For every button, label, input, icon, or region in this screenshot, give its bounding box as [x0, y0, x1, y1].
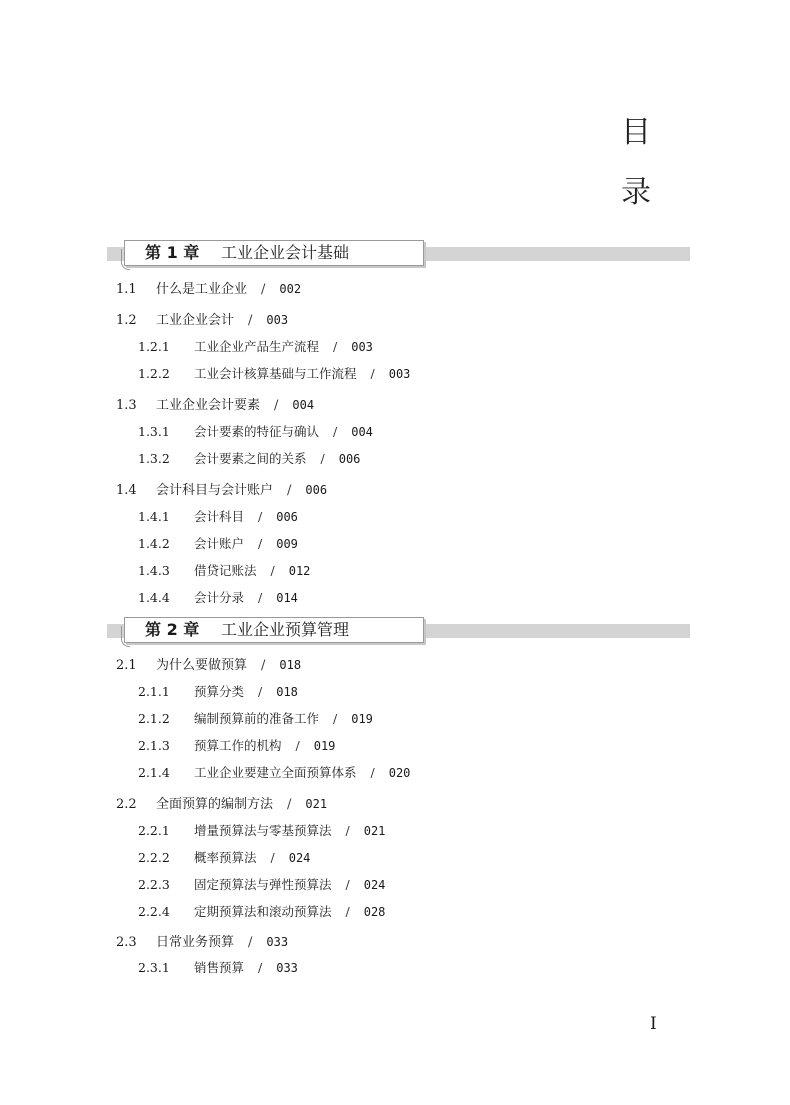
- toc-entry-1-3[interactable]: [116, 396, 314, 415]
- separator: /: [274, 398, 279, 413]
- section-number: 2.3: [116, 935, 137, 950]
- toc-entry-1-1[interactable]: [116, 280, 301, 299]
- toc-entry-2-1[interactable]: [116, 656, 301, 675]
- section-title: 日常业务预算: [156, 935, 235, 950]
- toc-entry-2-1-4[interactable]: [138, 764, 410, 782]
- section-title: 会计科目与会计账户: [156, 483, 274, 498]
- separator: /: [287, 483, 292, 498]
- page-ref: 009: [276, 537, 298, 551]
- section-title: 全面预算的编制方法: [156, 797, 274, 812]
- page-ref: 019: [313, 739, 336, 753]
- section-title: 借贷记账法: [194, 563, 257, 578]
- section-title: 工业企业会计要素: [156, 398, 261, 413]
- separator: /: [270, 850, 275, 865]
- toc-entry-1-2-1[interactable]: [138, 338, 373, 356]
- section-title: 定期预算法和滚动预算法: [194, 904, 332, 919]
- section-title: 什么是工业企业: [156, 282, 248, 297]
- toc-entry-1-4-3[interactable]: [138, 562, 310, 580]
- page-number: I: [650, 1014, 657, 1034]
- chapter-number: 第 2 章: [145, 620, 200, 639]
- page-ref: 018: [279, 658, 302, 672]
- section-number: 1.4.2: [138, 536, 170, 551]
- separator: /: [370, 765, 375, 780]
- separator: /: [370, 366, 375, 381]
- page-ref: 006: [276, 510, 298, 524]
- section-number: 1.4: [116, 483, 137, 498]
- section-number: 2.1.2: [138, 711, 170, 726]
- section-title: 预算分类: [194, 684, 245, 699]
- section-number: 2.1.1: [138, 684, 170, 699]
- section-title: 概率预算法: [194, 850, 257, 865]
- section-title: 编制预算前的准备工作: [194, 711, 320, 726]
- toc-title-char-1: 目: [621, 115, 651, 150]
- separator: /: [258, 509, 263, 524]
- section-title: 销售预算: [194, 960, 245, 975]
- page-ref: 024: [363, 878, 386, 892]
- separator: /: [345, 877, 350, 892]
- section-number: 1.4.3: [138, 563, 170, 578]
- separator: /: [258, 960, 263, 975]
- toc-entry-2-2-1[interactable]: [138, 822, 385, 840]
- toc-title-char-2: 录: [621, 175, 651, 210]
- section-number: 1.3.2: [138, 451, 170, 466]
- page-ref: 003: [351, 340, 373, 354]
- page-ref: 021: [363, 824, 386, 838]
- section-number: 1.2: [116, 313, 137, 328]
- toc-entry-1-4-4[interactable]: [138, 589, 298, 607]
- section-title: 增量预算法与零基预算法: [194, 823, 332, 838]
- toc-entry-1-4-1[interactable]: [138, 508, 298, 526]
- separator: /: [258, 684, 263, 699]
- section-title: 会计要素之间的关系: [194, 451, 307, 466]
- section-title: 为什么要做预算: [156, 658, 248, 673]
- chapter-title: 工业企业会计基础: [221, 243, 350, 262]
- separator: /: [333, 711, 338, 726]
- page-ref: 003: [266, 313, 289, 327]
- section-title: 会计账户: [194, 536, 245, 551]
- toc-entry-1-3-1[interactable]: [138, 423, 373, 441]
- separator: /: [345, 823, 350, 838]
- toc-entry-2-2[interactable]: [116, 795, 327, 814]
- toc-entry-2-2-4[interactable]: [138, 903, 385, 921]
- section-title: 工业企业会计: [156, 313, 235, 328]
- toc-entry-2-1-1[interactable]: [138, 683, 298, 701]
- page-ref: 020: [388, 766, 411, 780]
- toc-entry-2-3[interactable]: [116, 933, 288, 952]
- separator: /: [261, 282, 266, 297]
- section-number: 1.2.2: [138, 366, 170, 381]
- toc-entry-2-2-3[interactable]: [138, 876, 385, 894]
- chapter-2-heading[interactable]: [124, 617, 424, 643]
- separator: /: [258, 536, 263, 551]
- toc-entry-2-1-3[interactable]: [138, 737, 335, 755]
- page-ref: 014: [276, 591, 298, 605]
- toc-entry-1-3-2[interactable]: [138, 450, 360, 468]
- toc-entry-1-4-2[interactable]: [138, 535, 298, 553]
- separator: /: [270, 563, 275, 578]
- page-ref: 006: [305, 483, 328, 497]
- separator: /: [248, 313, 253, 328]
- section-number: 1.1: [116, 282, 137, 297]
- page-ref: 002: [279, 282, 302, 296]
- section-number: 2.1: [116, 658, 137, 673]
- section-title: 会计要素的特征与确认: [194, 424, 320, 439]
- section-title: 工业企业产品生产流程: [194, 339, 320, 354]
- page-ref: 018: [276, 685, 298, 699]
- section-title: 会计科目: [194, 509, 245, 524]
- section-number: 2.3.1: [138, 960, 170, 975]
- separator: /: [333, 424, 338, 439]
- toc-entry-1-2-2[interactable]: [138, 365, 410, 383]
- page-ref: 003: [388, 367, 411, 381]
- separator: /: [248, 935, 253, 950]
- section-number: 1.3: [116, 398, 137, 413]
- section-number: 2.2: [116, 797, 137, 812]
- section-title: 固定预算法与弹性预算法: [194, 877, 332, 892]
- section-number: 2.2.2: [138, 850, 170, 865]
- chapter-1-heading[interactable]: [124, 240, 424, 266]
- toc-entry-1-2[interactable]: [116, 311, 288, 330]
- toc-entry-2-3-1[interactable]: [138, 959, 298, 977]
- page-ref: 033: [276, 961, 298, 975]
- separator: /: [258, 590, 263, 605]
- toc-entry-1-4[interactable]: [116, 481, 327, 500]
- separator: /: [320, 451, 325, 466]
- section-number: 1.3.1: [138, 424, 170, 439]
- page-ref: 004: [351, 425, 373, 439]
- separator: /: [345, 904, 350, 919]
- page-ref: 021: [305, 797, 328, 811]
- page-ref: 006: [338, 452, 361, 466]
- section-number: 2.1.3: [138, 738, 170, 753]
- page-ref: 004: [292, 398, 315, 412]
- section-number: 1.4.4: [138, 590, 170, 605]
- section-title: 预算工作的机构: [194, 738, 282, 753]
- section-number: 2.2.4: [138, 904, 170, 919]
- section-number: 2.1.4: [138, 765, 170, 780]
- section-number: 1.2.1: [138, 339, 170, 354]
- chapter-number: 第 1 章: [145, 243, 200, 262]
- section-title: 工业企业要建立全面预算体系: [194, 765, 357, 780]
- separator: /: [261, 658, 266, 673]
- section-number: 2.2.1: [138, 823, 170, 838]
- toc-entry-2-1-2[interactable]: [138, 710, 373, 728]
- separator: /: [287, 797, 292, 812]
- page-ref: 033: [266, 935, 289, 949]
- separator: /: [295, 738, 300, 753]
- section-number: 2.2.3: [138, 877, 170, 892]
- chapter-title: 工业企业预算管理: [221, 620, 350, 639]
- page-ref: 012: [288, 564, 311, 578]
- separator: /: [333, 339, 338, 354]
- section-title: 工业会计核算基础与工作流程: [194, 366, 357, 381]
- page-ref: 019: [351, 712, 373, 726]
- page-ref: 024: [288, 851, 311, 865]
- toc-entry-2-2-2[interactable]: [138, 849, 310, 867]
- page-ref: 028: [363, 905, 386, 919]
- section-number: 1.4.1: [138, 509, 170, 524]
- section-title: 会计分录: [194, 590, 245, 605]
